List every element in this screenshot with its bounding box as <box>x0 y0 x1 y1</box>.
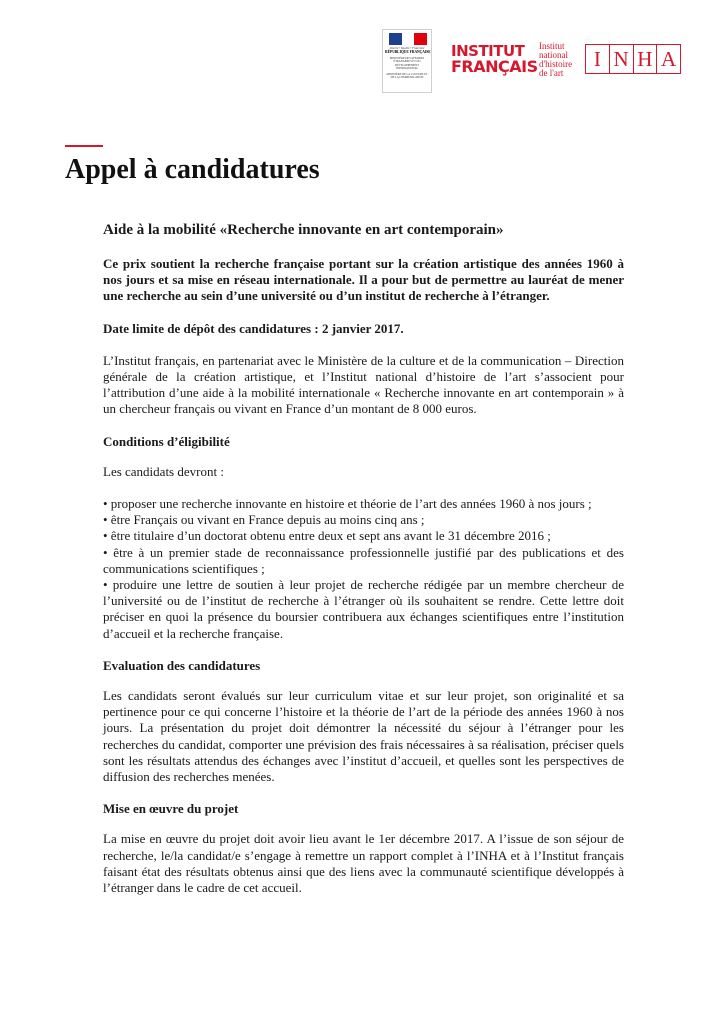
eligibility-heading: Conditions d’éligibilité <box>103 433 230 449</box>
logo-ministry-foreign-affairs: MINISTÈRE DES AFFAIRES ÉTRANGÈRES ET DU DÉVELOPPEMENT INTERNATIONAL <box>389 57 425 70</box>
list-item: • être titulaire d’un doctorat obtenu entre deux et sept ans avant le 31 décembre 2016 ; <box>103 528 551 544</box>
title-accent-rule <box>65 145 103 147</box>
logo-inha-line2: national <box>539 50 568 60</box>
list-item: • être à un premier stade de reconnaissance professionnelle justifié par des publications et des communications scientifiques ; <box>103 544 624 576</box>
document-body <box>103 220 624 912</box>
evaluation-paragraph: Les candidats seront évalués sur leur curriculum vitae et sur leur projet, son originalité et sa pertinence pour ce qui concerne l’histoire et la théorie de l’art de la période des années 1960 à nos jours. La présentation du projet doit démontrer la nécessité du séjour à l’étranger pour les recherches du candidat, comporter une prévision des frais nécessaires à sa réalisation, préciser quels sont les résultats attendus des échanges avec l’institut d’accueil, et quelles sont les perspectives de diffusion des recherches menées. <box>103 688 624 785</box>
french-flag-icon <box>389 33 427 45</box>
logo-motto: Liberté • Égalité • Fraternité <box>389 46 425 50</box>
logo-if-line1: INSTITUT <box>451 42 525 60</box>
page-title: Appel à candidatures <box>65 154 320 185</box>
eligibility-lead: Les candidats devront : <box>103 463 224 479</box>
evaluation-heading: Evaluation des candidatures <box>103 657 261 673</box>
logo-inha-line4: de l'art <box>539 68 564 78</box>
implementation-heading: Mise en œuvre du projet <box>103 801 239 817</box>
logo-inha-line1: Institut <box>539 41 565 51</box>
list-item: • être Français ou vivant en France depuis au moins cinq ans ; <box>103 512 425 528</box>
logo-ministry-culture: MINISTÈRE DE LA CULTURE ET DE LA COMMUNICATION <box>386 73 428 80</box>
inha-letter-a: A <box>661 47 677 71</box>
document-subtitle: Aide à la mobilité «Recherche innovante en art contemporain» <box>103 222 504 238</box>
inha-logo <box>585 44 681 74</box>
inha-letter-i: I <box>586 45 610 73</box>
logo-country: RÉPUBLIQUE FRANÇAISE <box>385 50 431 54</box>
logo-inha-line3: d'histoire <box>539 59 573 69</box>
institut-francais-logo <box>451 44 538 74</box>
list-item: • proposer une recherche innovante en histoire et théorie de l’art des années 1960 à nos jours ; <box>103 496 592 512</box>
deadline: Date limite de dépôt des candidatures : 2 janvier 2017. <box>103 320 404 336</box>
list-item: • produire une lettre de soutien à leur projet de recherche rédigée par un membre chercheur de l’université ou de l’institut de recherche à l’étranger où ils souhaitent se rendre. Cette lettre doit préciser en quoi la présence du boursier contribuera aux échanges scientifiques entre l’institution d’accueil et la recherche française. <box>103 577 624 641</box>
intro-paragraph: Ce prix soutient la recherche française portant sur la création artistique des années 1960 à nos jours et sa mise en réseau internationale. Il a pour but de permettre au lauréat de mener une recherche au sein d’une université ou d’un institut de recherche à l’étranger. <box>103 256 624 304</box>
inha-letter-h: H <box>634 45 658 73</box>
logo-if-line2: FRANÇAIS <box>451 57 538 76</box>
partnership-paragraph: L’Institut français, en partenariat avec le Ministère de la culture et de la communication – Direction générale de la création artistique, et l’Institut national d’histoire de l’art s’associent pour l’attribution d’une aide à la mobilité internationale « Recherche innovante en art contemporain » à un chercheur français ou vivant en France d’un montant de 8 000 euros. <box>103 352 624 417</box>
inha-letter-n: N <box>610 45 634 73</box>
republique-francaise-logo <box>382 29 432 93</box>
eligibility-list <box>103 496 624 642</box>
implementation-paragraph: La mise en œuvre du projet doit avoir lieu avant le 1er décembre 2017. A l’issue de son séjour de recherche, le/la candidat/e s’engage à remettre un rapport complet à l’INHA et à l’Institut français faisant état des résultats obtenus ainsi que des liens avec la communauté scientifique développés à l’étranger dans le cadre de cet accueil. <box>103 831 624 896</box>
inha-text-logo <box>539 42 572 78</box>
